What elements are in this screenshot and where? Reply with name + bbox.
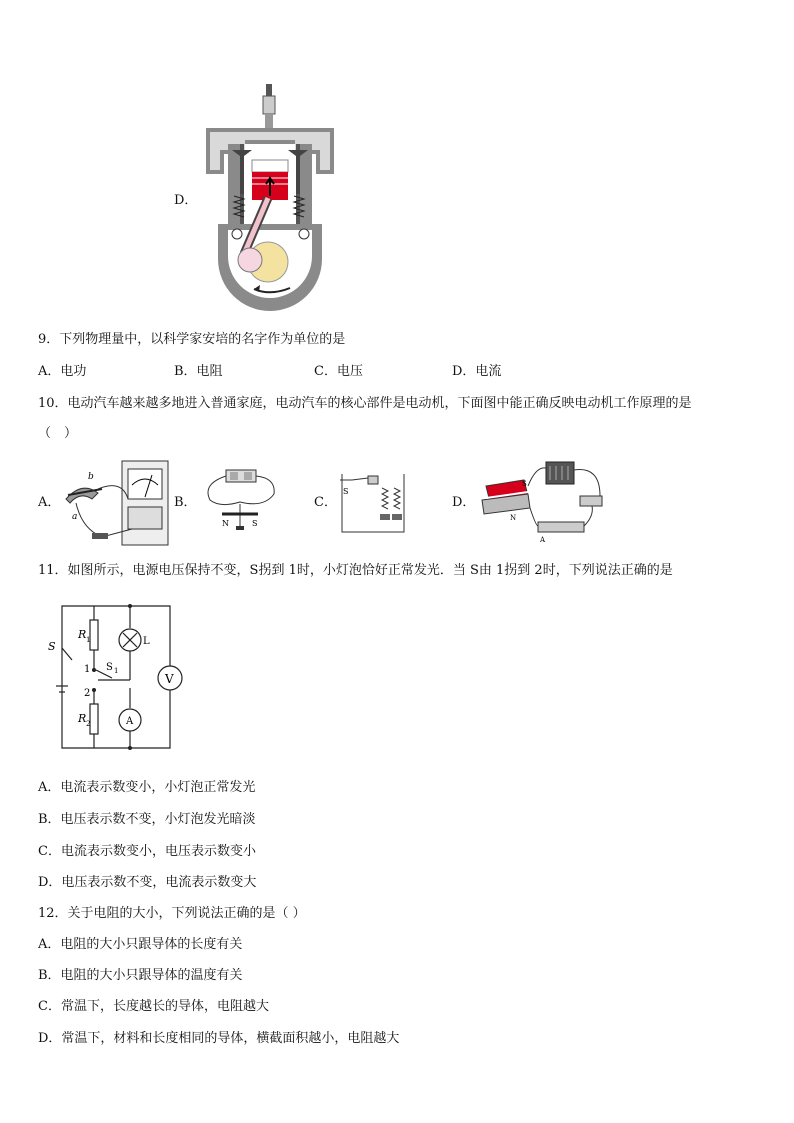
- q11-label-s: S: [48, 640, 56, 653]
- q10-figure-d: [476, 456, 610, 548]
- q10-a-label-a: a: [72, 512, 78, 522]
- q9-option-d: D．电流: [452, 364, 502, 379]
- q10-paren: （ ）: [38, 426, 78, 441]
- q10-stem: 10．电动汽车越来越多地进入普通家庭，电动汽车的核心部件是电动机，下面图中能正确反映电动机工作原理的是: [38, 396, 692, 411]
- q11-label-r2: R: [78, 712, 87, 725]
- q10-figure-c: [338, 470, 408, 534]
- q10-d-label-n: N: [510, 514, 517, 522]
- q10-a-label-b: b: [88, 472, 94, 482]
- q9-option-a: A．电功: [38, 364, 87, 379]
- q10-option-d-label: D．: [452, 495, 476, 510]
- q12-option-c: C．常温下，长度越长的导体，电阻越大: [38, 999, 269, 1014]
- q11-label-l: L: [143, 636, 150, 647]
- q10-d-label-a: A: [540, 536, 546, 544]
- q10-option-c-label: C．: [314, 495, 337, 510]
- q12-stem: 12．关于电阻的大小，下列说法正确的是（ ）: [38, 906, 306, 921]
- q12-option-b: B．电阻的大小只跟导体的温度有关: [38, 968, 243, 983]
- q11-label-s1: S: [106, 662, 113, 673]
- q11-option-c: C．电流表示数变小，电压表示数变小: [38, 844, 256, 859]
- q11-label-node1: 1: [84, 664, 91, 675]
- q11-option-a: A．电流表示数变小，小灯泡正常发光: [38, 780, 256, 795]
- q10-figure-b: [200, 464, 280, 534]
- q11-option-d: D．电压表示数不变，电流表示数变大: [38, 875, 257, 890]
- q10-b-label-n: N: [222, 519, 229, 528]
- q10-b-label-s: S: [252, 519, 258, 528]
- q10-option-b-label: B．: [174, 495, 197, 510]
- q12-option-d: D．常温下，材料和长度相同的导体，横截面积越小，电阻越大: [38, 1031, 400, 1046]
- q11-label-r1-sub: 1: [86, 636, 91, 644]
- q12-option-a: A．电阻的大小只跟导体的长度有关: [38, 937, 243, 952]
- q10-c-label-s: S: [343, 487, 349, 496]
- q9-stem: 9．下列物理量中，以科学家安培的名字作为单位的是: [38, 332, 346, 347]
- engine-diagram: [204, 84, 336, 314]
- q11-label-v: V: [165, 672, 174, 686]
- q11-label-a: A: [126, 716, 134, 727]
- q9-option-b: B．电阻: [174, 364, 223, 379]
- q10-figure-a: [62, 459, 170, 549]
- q10-d-label-s: S: [522, 480, 527, 488]
- q11-label-r2-sub: 2: [86, 720, 91, 728]
- q10-option-a-label: A．: [38, 495, 61, 510]
- q11-label-r1: R: [78, 628, 87, 641]
- q8-option-d-label: D．: [174, 193, 198, 208]
- q11-circuit-diagram: [44, 598, 190, 756]
- q9-option-c: C．电压: [314, 364, 363, 379]
- q11-option-b: B．电压表示数不变，小灯泡发光暗淡: [38, 812, 256, 827]
- q11-label-node2: 2: [84, 688, 91, 699]
- q11-label-s1-sub: 1: [114, 667, 119, 675]
- q11-stem: 11．如图所示，电源电压保持不变，S拐到 1时，小灯泡恰好正常发光．当 S由 1拐到 2时，下列说法正确的是: [38, 563, 673, 578]
